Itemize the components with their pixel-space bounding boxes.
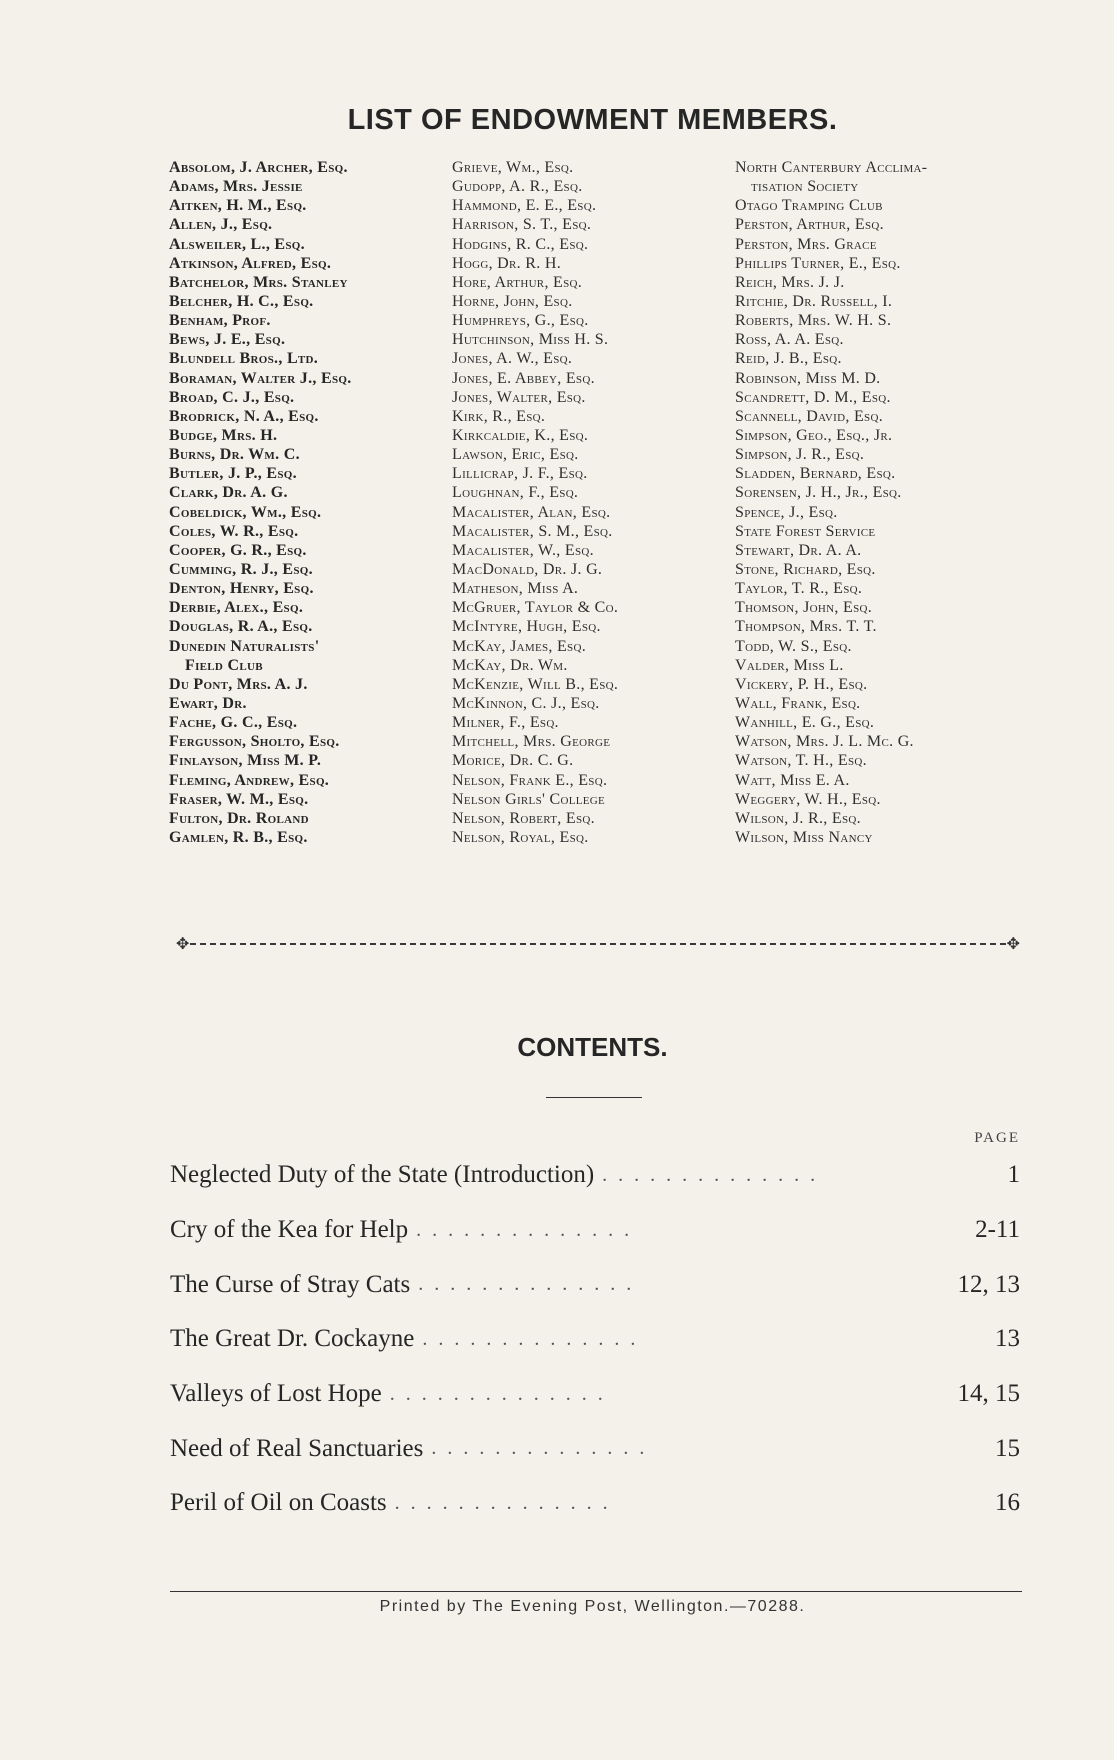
member-entry: Alsweiler, L., Esq. [169, 235, 305, 253]
member-entry: Stone, Richard, Esq. [735, 560, 876, 578]
member-entry: Denton, Henry, Esq. [169, 580, 314, 598]
member-entry: Fraser, W. M., Esq. [169, 790, 309, 808]
toc-entry [170, 1476, 1020, 1531]
member-entry: Burns, Dr. Wm. C. [169, 446, 300, 464]
toc-leader-dots: . . . . . . . . . . . . . . [416, 1218, 633, 1241]
member-entry: Jones, A. W., Esq. [452, 350, 573, 368]
member-entry: Perston, Mrs. Grace [735, 235, 877, 253]
divider-right-ornament-icon: ✥ [1006, 934, 1020, 953]
toc-entry-page: 15 [995, 1434, 1020, 1462]
member-entry: Otago Tramping Club [735, 197, 883, 215]
member-entry: Sladden, Bernard, Esq. [735, 465, 896, 483]
member-entry: Kirk, R., Esq. [452, 407, 546, 425]
member-entry: Valder, Miss L. [735, 656, 844, 674]
contents-title: CONTENTS. [517, 1032, 668, 1062]
member-entry: McKay, Dr. Wm. [452, 656, 568, 674]
member-entry: Reid, J. B., Esq. [735, 350, 842, 368]
member-entry: Wilson, Miss Nancy [735, 828, 873, 846]
toc-entry [170, 1148, 1020, 1203]
member-entry: Vickery, P. H., Esq. [735, 675, 868, 693]
member-entry: Gudopp, A. R., Esq. [452, 178, 583, 196]
member-entry: Blundell Bros., Ltd. [169, 350, 319, 368]
member-entry: Ritchie, Dr. Russell, I. [735, 292, 893, 310]
page-column-label: PAGE [974, 1130, 1020, 1146]
member-entry: Milner, F., Esq. [452, 714, 559, 732]
member-entry: tisation Society [751, 178, 859, 196]
toc-entry-page: 12, 13 [957, 1270, 1020, 1298]
member-entry: Gamlen, R. B., Esq. [169, 828, 308, 846]
member-entry: Scandrett, D. M., Esq. [735, 388, 891, 406]
member-entry: McGruer, Taylor & Co. [452, 599, 619, 617]
member-entry: McKenzie, Will B., Esq. [452, 675, 619, 693]
member-entry: Douglas, R. A., Esq. [169, 618, 313, 636]
member-entry: Fulton, Dr. Roland [169, 809, 309, 827]
member-entry: Hodgins, R. C., Esq. [452, 235, 589, 253]
members-column-2 [452, 158, 735, 847]
member-entry: McKay, James, Esq. [452, 637, 587, 655]
member-entry: Brodrick, N. A., Esq. [169, 407, 319, 425]
member-entry: Wilson, J. R., Esq. [735, 809, 861, 827]
toc-entry-page: 13 [995, 1325, 1020, 1353]
member-entry: Cooper, G. R., Esq. [169, 541, 307, 559]
members-list [169, 158, 1049, 847]
ornamental-divider [176, 934, 1020, 953]
member-entry: Nelson, Royal, Esq. [452, 828, 589, 846]
member-entry: Roberts, Mrs. W. H. S. [735, 312, 892, 330]
member-entry: Hore, Arthur, Esq. [452, 273, 583, 291]
toc-leader-dots: . . . . . . . . . . . . . . [418, 1273, 635, 1296]
member-entry: McIntyre, Hugh, Esq. [452, 618, 601, 636]
member-entry: Butler, J. P., Esq. [169, 465, 297, 483]
member-entry: Lillicrap, J. F., Esq. [452, 465, 588, 483]
member-entry: Hammond, E. E., Esq. [452, 197, 597, 215]
member-entry: Clark, Dr. A. G. [169, 484, 288, 502]
member-entry: Matheson, Miss A. [452, 580, 579, 598]
toc-entry-title: The Great Dr. Cockayne [170, 1325, 415, 1353]
member-entry: Perston, Arthur, Esq. [735, 216, 884, 234]
member-entry: Absolom, J. Archer, Esq. [169, 159, 348, 176]
member-entry: Humphreys, G., Esq. [452, 312, 589, 330]
member-entry: Finlayson, Miss M. P. [169, 752, 322, 770]
member-entry: Fleming, Andrew, Esq. [169, 771, 330, 789]
member-entry: Macalister, S. M., Esq. [452, 522, 613, 540]
toc-entry-page: 2-11 [975, 1216, 1020, 1244]
toc-entry-title: Valleys of Lost Hope [170, 1380, 382, 1408]
toc-entry [170, 1367, 1020, 1422]
member-entry: Wall, Frank, Esq. [735, 694, 861, 712]
member-entry: Jones, Walter, Esq. [452, 388, 586, 406]
divider-line [190, 943, 1006, 945]
members-title: LIST OF ENDOWMENT MEMBERS. [347, 104, 838, 136]
member-entry: Thomson, John, Esq. [735, 599, 873, 617]
table-of-contents [170, 1148, 1020, 1531]
toc-entry [170, 1421, 1020, 1476]
member-entry: Grieve, Wm., Esq. [452, 159, 574, 176]
printer-imprint: Printed by The Evening Post, Wellington.—70288. [379, 1598, 806, 1615]
member-entry: Fache, G. C., Esq. [169, 714, 298, 732]
member-entry: Taylor, T. R., Esq. [735, 580, 863, 598]
toc-entry-title: Cry of the Kea for Help [170, 1216, 409, 1244]
member-entry: Hogg, Dr. R. H. [452, 254, 562, 272]
member-entry: Stewart, Dr. A. A. [735, 541, 862, 559]
member-entry: Wanhill, E. G., Esq. [735, 714, 875, 732]
member-entry: Aitken, H. M., Esq. [169, 197, 307, 215]
member-entry: Todd, W. S., Esq. [735, 637, 852, 655]
contents-rule [546, 1097, 642, 1098]
toc-entry [170, 1203, 1020, 1258]
member-entry: Benham, Prof. [169, 312, 271, 330]
member-entry: Spence, J., Esq. [735, 503, 838, 521]
toc-leader-dots: . . . . . . . . . . . . . . [422, 1327, 639, 1350]
member-entry: Jones, E. Abbey, Esq. [452, 369, 595, 387]
member-entry: Phillips Turner, E., Esq. [735, 254, 901, 272]
member-entry: Atkinson, Alfred, Esq. [169, 254, 332, 272]
member-entry: Harrison, S. T., Esq. [452, 216, 592, 234]
toc-entry-page: 16 [995, 1489, 1020, 1517]
member-entry: Allen, J., Esq. [169, 216, 273, 234]
toc-entry-page: 1 [1007, 1161, 1020, 1189]
member-entry: Mitchell, Mrs. George [452, 733, 611, 751]
member-entry: Cumming, R. J., Esq. [169, 560, 313, 578]
member-entry: Reich, Mrs. J. J. [735, 273, 845, 291]
toc-leader-dots: . . . . . . . . . . . . . . [389, 1382, 606, 1405]
member-entry: Nelson Girls' College [452, 790, 606, 808]
member-entry: Budge, Mrs. H. [169, 426, 278, 444]
toc-entry [170, 1257, 1020, 1312]
member-entry: Lawson, Eric, Esq. [452, 446, 579, 464]
member-entry: Watson, T. H., Esq. [735, 752, 867, 770]
member-entry: Bews, J. E., Esq. [169, 331, 286, 349]
member-entry: Belcher, H. C., Esq. [169, 292, 314, 310]
member-entry: McKinnon, C. J., Esq. [452, 694, 600, 712]
member-entry: Macalister, W., Esq. [452, 541, 594, 559]
member-entry: Batchelor, Mrs. Stanley [169, 273, 348, 291]
member-entry: Du Pont, Mrs. A. J. [169, 675, 308, 693]
toc-entry-page: 14, 15 [957, 1380, 1020, 1408]
toc-leader-dots: . . . . . . . . . . . . . . [431, 1437, 648, 1460]
member-entry: Boraman, Walter J., Esq. [169, 369, 352, 387]
toc-entry-title: Neglected Duty of the State (Introduction) [170, 1161, 595, 1189]
member-entry: Sorensen, J. H., Jr., Esq. [735, 484, 902, 502]
member-entry: Coles, W. R., Esq. [169, 522, 299, 540]
toc-leader-dots: . . . . . . . . . . . . . . [394, 1491, 611, 1514]
member-entry: Scannell, David, Esq. [735, 407, 883, 425]
member-entry: Simpson, J. R., Esq. [735, 446, 865, 464]
member-entry: Dunedin Naturalists' [169, 637, 320, 655]
member-entry: MacDonald, Dr. J. G. [452, 560, 603, 578]
toc-entry-title: Peril of Oil on Coasts [170, 1489, 387, 1517]
members-column-1 [169, 158, 452, 847]
member-entry: Nelson, Frank E., Esq. [452, 771, 608, 789]
member-entry: Thompson, Mrs. T. T. [735, 618, 877, 636]
member-entry: Adams, Mrs. Jessie [169, 178, 303, 196]
toc-entry-title: The Curse of Stray Cats [170, 1270, 411, 1298]
member-entry: Weggery, W. H., Esq. [735, 790, 881, 808]
toc-leader-dots: . . . . . . . . . . . . . . [602, 1163, 819, 1186]
member-entry: Watt, Miss E. A. [735, 771, 850, 789]
member-entry: Robinson, Miss M. D. [735, 369, 881, 387]
member-entry: Hutchinson, Miss H. S. [452, 331, 609, 349]
member-entry: Cobeldick, Wm., Esq. [169, 503, 322, 521]
member-entry: Horne, John, Esq. [452, 292, 573, 310]
toc-entry-title: Need of Real Sanctuaries [170, 1434, 424, 1462]
member-entry: Morice, Dr. C. G. [452, 752, 574, 770]
toc-entry [170, 1312, 1020, 1367]
member-entry: State Forest Service [735, 522, 876, 540]
member-entry: Kirkcaldie, K., Esq. [452, 426, 589, 444]
member-entry: Ewart, Dr. [169, 694, 247, 712]
member-entry: North Canterbury Acclima- [735, 159, 928, 176]
member-entry: Derbie, Alex., Esq. [169, 599, 304, 617]
member-entry: Ross, A. A. Esq. [735, 331, 844, 349]
member-entry: Broad, C. J., Esq. [169, 388, 295, 406]
divider-left-ornament-icon: ✥ [176, 934, 190, 953]
member-entry: Watson, Mrs. J. L. Mc. G. [735, 733, 914, 751]
member-entry: Field Club [185, 656, 263, 674]
member-entry: Simpson, Geo., Esq., Jr. [735, 426, 893, 444]
member-entry: Macalister, Alan, Esq. [452, 503, 611, 521]
member-entry: Loughnan, F., Esq. [452, 484, 579, 502]
member-entry: Nelson, Robert, Esq. [452, 809, 595, 827]
footer-rule [170, 1591, 1022, 1592]
members-column-3 [735, 158, 1035, 847]
member-entry: Fergusson, Sholto, Esq. [169, 733, 340, 751]
